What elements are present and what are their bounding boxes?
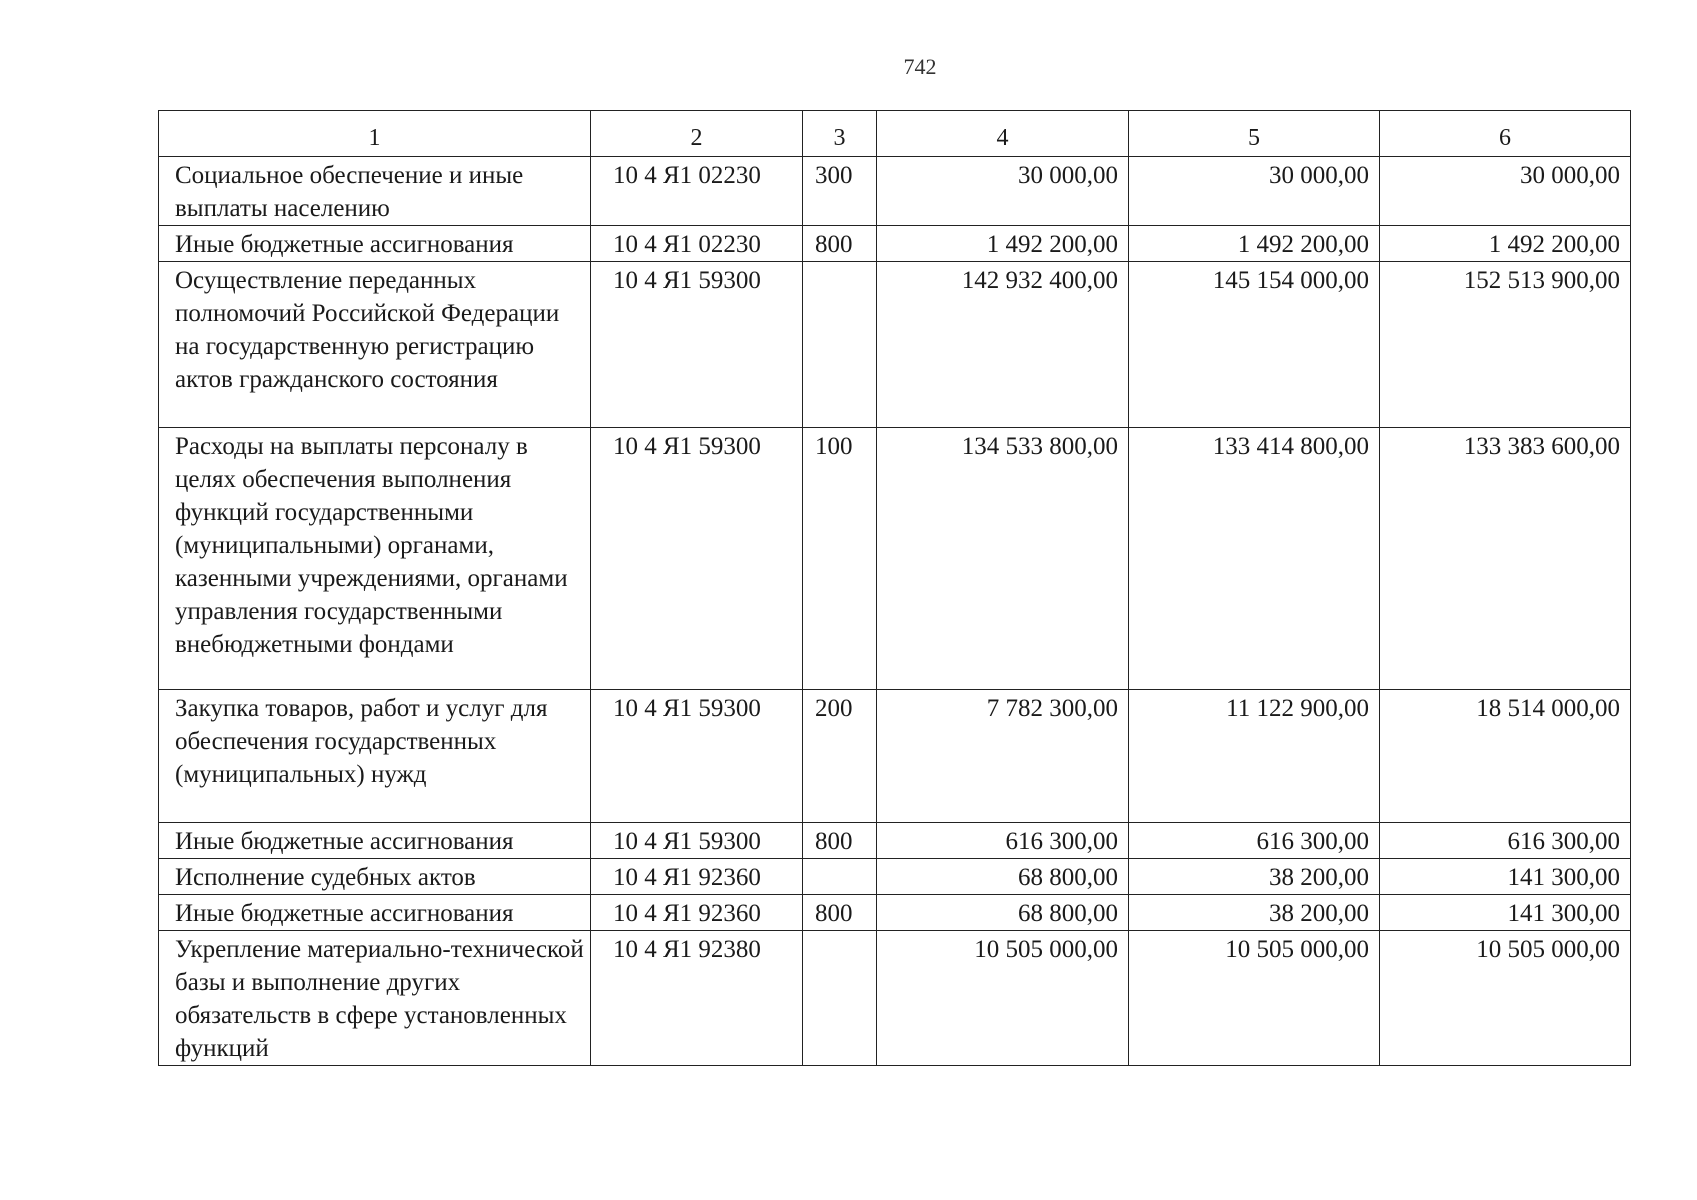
row-value-5: 38 200,00	[1129, 859, 1380, 895]
row-expense-type: 300	[803, 157, 877, 226]
column-header-2: 2	[591, 111, 803, 157]
row-value-4: 68 800,00	[877, 895, 1129, 931]
row-value-4: 30 000,00	[877, 157, 1129, 226]
row-value-6: 133 383 600,00	[1380, 428, 1631, 690]
row-expense-type: 800	[803, 823, 877, 859]
column-header-1: 1	[159, 111, 591, 157]
table-row	[159, 690, 1631, 823]
row-name: Расходы на выплаты персоналу в целях обеспечения выполнения функций государственными (муниципальными) органами, казенными учреждениями, органами управления государственными внебюджетными фондами	[159, 428, 591, 690]
row-value-5: 145 154 000,00	[1129, 262, 1380, 428]
row-code: 10 4 Я1 02230	[591, 226, 803, 262]
row-value-4: 7 782 300,00	[877, 690, 1129, 823]
row-value-5: 616 300,00	[1129, 823, 1380, 859]
row-value-6: 10 505 000,00	[1380, 931, 1631, 1066]
row-code: 10 4 Я1 92360	[591, 859, 803, 895]
row-value-6: 141 300,00	[1380, 895, 1631, 931]
row-value-5: 1 492 200,00	[1129, 226, 1380, 262]
row-expense-type: 800	[803, 226, 877, 262]
row-value-6: 616 300,00	[1380, 823, 1631, 859]
row-code: 10 4 Я1 92380	[591, 931, 803, 1066]
column-header-6: 6	[1380, 111, 1631, 157]
row-value-5: 11 122 900,00	[1129, 690, 1380, 823]
table-row	[159, 428, 1631, 690]
row-expense-type	[803, 859, 877, 895]
row-name: Исполнение судебных актов	[159, 859, 591, 895]
row-value-4: 1 492 200,00	[877, 226, 1129, 262]
table-row	[159, 931, 1631, 1066]
row-expense-type	[803, 931, 877, 1066]
row-value-5: 38 200,00	[1129, 895, 1380, 931]
row-value-6: 18 514 000,00	[1380, 690, 1631, 823]
table-row	[159, 823, 1631, 859]
row-name: Иные бюджетные ассигнования	[159, 823, 591, 859]
row-code: 10 4 Я1 92360	[591, 895, 803, 931]
row-value-4: 134 533 800,00	[877, 428, 1129, 690]
row-value-6: 152 513 900,00	[1380, 262, 1631, 428]
budget-table	[158, 110, 1631, 1066]
row-value-4: 142 932 400,00	[877, 262, 1129, 428]
row-expense-type: 200	[803, 690, 877, 823]
column-header-5: 5	[1129, 111, 1380, 157]
table-header-row	[159, 111, 1631, 157]
row-value-6: 141 300,00	[1380, 859, 1631, 895]
row-name: Социальное обеспечение и иные выплаты населению	[159, 157, 591, 226]
page-number: 742	[903, 54, 937, 79]
row-expense-type: 100	[803, 428, 877, 690]
row-code: 10 4 Я1 59300	[591, 823, 803, 859]
row-expense-type: 800	[803, 895, 877, 931]
row-code: 10 4 Я1 59300	[591, 262, 803, 428]
row-value-4: 616 300,00	[877, 823, 1129, 859]
table-row	[159, 262, 1631, 428]
row-value-4: 68 800,00	[877, 859, 1129, 895]
column-header-3: 3	[803, 111, 877, 157]
row-value-6: 1 492 200,00	[1380, 226, 1631, 262]
column-header-4: 4	[877, 111, 1129, 157]
table-row	[159, 895, 1631, 931]
row-code: 10 4 Я1 59300	[591, 428, 803, 690]
table-row	[159, 157, 1631, 226]
row-expense-type	[803, 262, 877, 428]
row-name: Иные бюджетные ассигнования	[159, 226, 591, 262]
row-name: Осуществление переданных полномочий Российской Федерации на государственную регистрацию актов гражданского состояния	[159, 262, 591, 428]
row-value-4: 10 505 000,00	[877, 931, 1129, 1066]
row-code: 10 4 Я1 02230	[591, 157, 803, 226]
row-value-5: 133 414 800,00	[1129, 428, 1380, 690]
row-value-6: 30 000,00	[1380, 157, 1631, 226]
row-name: Укрепление материально-технической базы и выполнение других обязательств в сфере установленных функций	[159, 931, 591, 1066]
row-value-5: 10 505 000,00	[1129, 931, 1380, 1066]
table-row	[159, 226, 1631, 262]
row-name: Закупка товаров, работ и услуг для обеспечения государственных (муниципальных) нужд	[159, 690, 591, 823]
row-code: 10 4 Я1 59300	[591, 690, 803, 823]
table-row	[159, 859, 1631, 895]
row-name: Иные бюджетные ассигнования	[159, 895, 591, 931]
row-value-5: 30 000,00	[1129, 157, 1380, 226]
